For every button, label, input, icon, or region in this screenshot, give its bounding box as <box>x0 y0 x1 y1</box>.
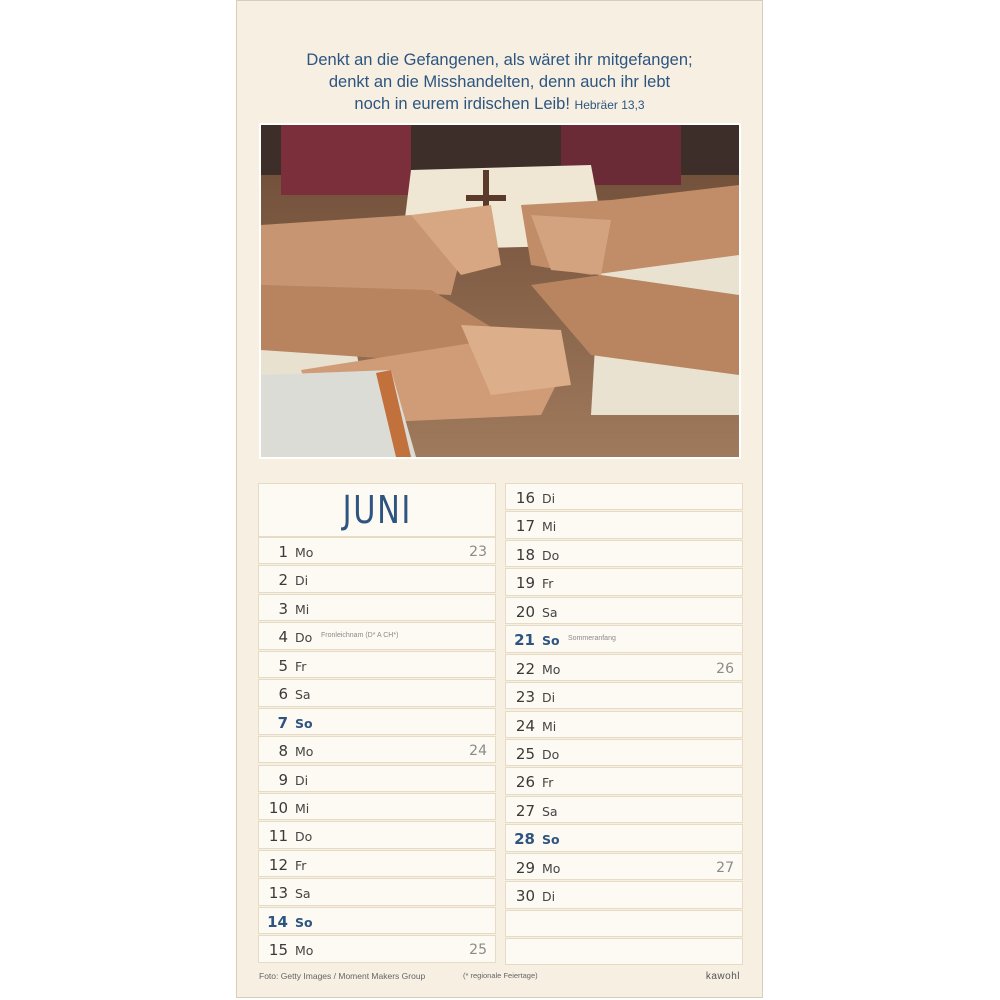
day-number: 28 <box>514 830 535 849</box>
weekday-label: Sa <box>542 803 558 819</box>
day-row <box>505 483 743 510</box>
day-row <box>505 597 743 624</box>
day-number: 24 <box>515 716 535 735</box>
day-number: 19 <box>515 574 535 593</box>
day-row <box>505 625 743 652</box>
day-row <box>258 679 496 706</box>
weekday-label: Mo <box>295 545 314 560</box>
day-row <box>505 824 743 851</box>
weekday-label: Di <box>542 889 556 905</box>
quote-line-3-text: noch in eurem irdischen Leib! <box>354 95 570 113</box>
day-row <box>258 537 496 564</box>
photo-credit: Foto: Getty Images / Moment Makers Group <box>259 971 426 981</box>
day-number: 9 <box>278 770 288 789</box>
day-number: 3 <box>278 599 288 618</box>
month-header <box>258 483 496 537</box>
weekday-label: Mi <box>295 601 310 617</box>
weekday-label: Do <box>542 547 560 563</box>
week-number: 27 <box>716 859 734 876</box>
day-row <box>258 850 496 877</box>
day-row <box>258 935 496 962</box>
holiday-footnote: (* regionale Feiertage) <box>463 971 538 980</box>
day-number: 20 <box>515 602 535 621</box>
day-rows-left <box>258 537 496 963</box>
day-number: 25 <box>515 744 535 763</box>
praying-hands-photo <box>259 123 741 459</box>
day-row <box>505 767 743 794</box>
weekday-label: So <box>542 832 560 848</box>
day-row <box>505 853 743 880</box>
holiday-note: Sommeranfang <box>568 635 616 643</box>
weekday-label: Mo <box>542 860 561 876</box>
weekday-label: Mo <box>295 943 314 959</box>
day-row <box>258 565 496 592</box>
weekday-label: Fr <box>295 857 307 873</box>
photo-illustration <box>261 125 739 457</box>
day-number: 2 <box>278 571 288 590</box>
day-row <box>258 651 496 678</box>
day-number: 27 <box>515 801 535 820</box>
quote-reference: Hebräer 13,3 <box>574 98 645 112</box>
day-row <box>258 793 496 820</box>
week-number: 26 <box>716 660 734 677</box>
day-number: 15 <box>268 941 288 960</box>
weekday-label: Di <box>295 772 309 788</box>
day-number: 22 <box>515 659 535 678</box>
weekday-label: Fr <box>295 658 307 674</box>
day-number: 23 <box>515 688 535 707</box>
day-row <box>258 765 496 792</box>
quote-line-2: denkt an die Misshandelten, denn auch ihr lebt <box>328 73 671 91</box>
weekday-label: Di <box>295 573 309 589</box>
weekday-label: Sa <box>542 604 558 620</box>
day-number: 4 <box>278 628 288 647</box>
day-row <box>505 739 743 766</box>
calendar-page <box>236 0 763 998</box>
calendar-column-left <box>258 483 496 964</box>
empty-day-row <box>505 910 743 937</box>
day-row <box>505 881 743 908</box>
weekday-label: Mo <box>542 661 561 677</box>
day-number: 18 <box>515 545 535 564</box>
weekday-label: Sa <box>295 886 311 902</box>
day-number: 16 <box>515 489 535 507</box>
day-number: 5 <box>278 656 288 675</box>
weekday-label: Di <box>542 690 556 706</box>
day-row <box>505 682 743 709</box>
day-number: 21 <box>514 631 535 650</box>
day-number: 30 <box>515 887 535 906</box>
weekday-label: So <box>295 715 313 731</box>
week-number: 24 <box>469 743 487 760</box>
weekday-label: Do <box>295 630 313 646</box>
weekday-label: Fr <box>542 576 554 592</box>
weekday-label: Mi <box>295 800 310 816</box>
weekday-label: Do <box>542 746 560 762</box>
week-number: 23 <box>469 544 487 560</box>
day-number: 1 <box>278 543 288 561</box>
day-number: 10 <box>268 798 288 817</box>
empty-day-row <box>505 938 743 965</box>
weekday-label: Do <box>295 829 313 845</box>
weekday-label: Sa <box>295 687 311 703</box>
day-row <box>258 907 496 934</box>
day-row <box>505 540 743 567</box>
bible-quote <box>237 49 762 116</box>
day-row <box>505 796 743 823</box>
day-row <box>505 568 743 595</box>
weekday-label: Mi <box>542 718 557 734</box>
day-number: 14 <box>267 912 288 931</box>
weekday-label: Fr <box>542 775 554 791</box>
day-row <box>258 594 496 621</box>
day-number: 6 <box>278 685 288 704</box>
day-row <box>505 511 743 538</box>
day-row <box>258 708 496 735</box>
weekday-label: Mi <box>542 519 557 535</box>
holiday-note: Fronleichnam (D* A CH*) <box>321 632 399 640</box>
month-title: JUNI <box>342 488 412 532</box>
day-number: 29 <box>515 858 535 877</box>
weekday-label: Mo <box>295 744 314 760</box>
day-rows-right <box>505 483 743 965</box>
day-number: 12 <box>268 855 288 874</box>
week-number: 25 <box>469 942 487 959</box>
day-row <box>258 878 496 905</box>
weekday-label: So <box>295 914 313 930</box>
day-row <box>258 821 496 848</box>
weekday-label: Di <box>542 491 556 506</box>
day-number: 8 <box>278 742 288 761</box>
weekday-label: So <box>542 633 560 649</box>
quote-line-1: Denkt an die Gefangenen, als wäret ihr mitgefangen; <box>306 51 693 69</box>
calendar-column-right <box>505 483 743 966</box>
publisher-logo: kawohl <box>705 971 740 982</box>
day-number: 11 <box>268 827 288 846</box>
day-number: 13 <box>268 884 288 903</box>
day-number: 26 <box>515 773 535 792</box>
day-number: 7 <box>277 713 288 732</box>
day-number: 17 <box>515 517 535 536</box>
day-row <box>258 736 496 763</box>
quote-line-3 <box>237 93 762 116</box>
day-row <box>258 622 496 649</box>
day-row <box>505 654 743 681</box>
day-row <box>505 711 743 738</box>
